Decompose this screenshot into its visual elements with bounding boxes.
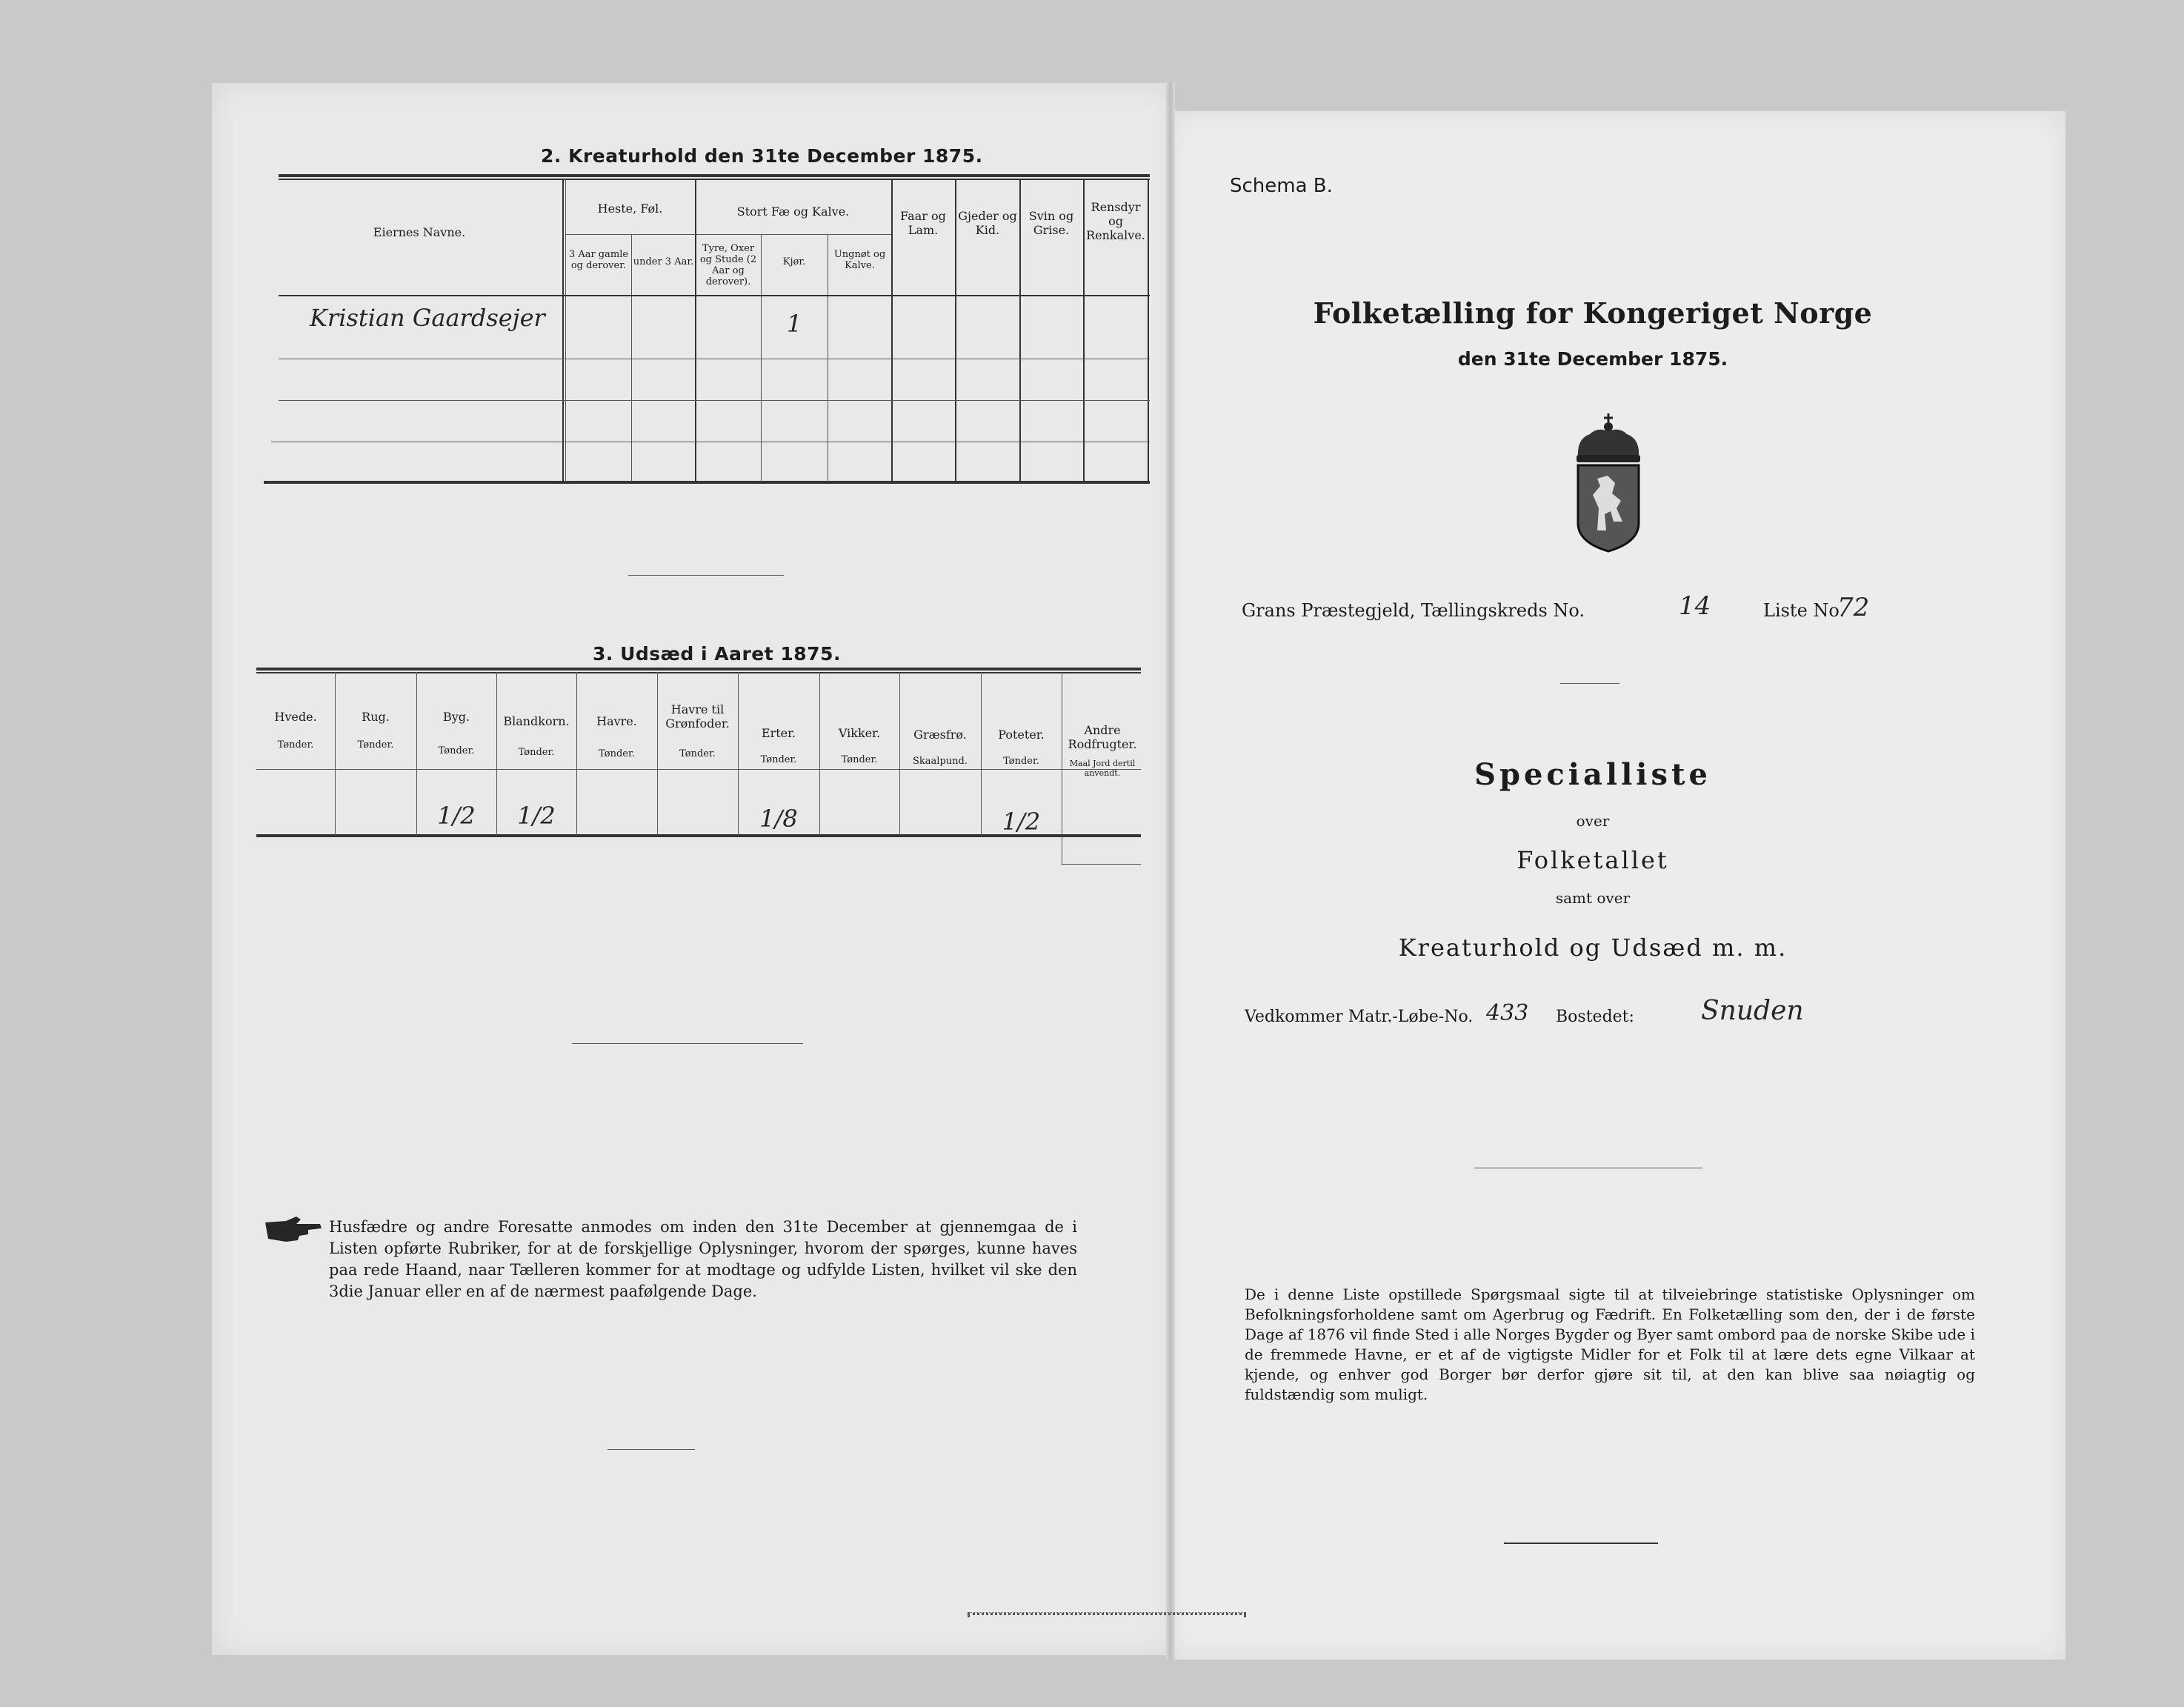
- col-rug: Rug.: [362, 710, 390, 724]
- liste-no-handwritten: 72: [1837, 593, 1870, 622]
- stort-header: Stort Fæ og Kalve.: [736, 204, 850, 219]
- section3-title: 3. Udsæd i Aaret 1875.: [593, 643, 841, 665]
- coat-of-arms-icon: [1568, 412, 1649, 553]
- col-andre-rodfrugter: Andre Rodfrugter.: [1068, 723, 1137, 751]
- section3-top-rule: [256, 668, 1141, 671]
- col-line: [1148, 179, 1149, 482]
- col-byg: Byg.: [442, 710, 470, 724]
- col-erter: Erter.: [761, 726, 796, 740]
- stort-sub2: Kjør.: [782, 256, 806, 267]
- col-line: [891, 179, 893, 482]
- stort-sub1: Tyre, Oxer og Stude (2 Aar og derover).: [699, 243, 757, 287]
- col-line: [899, 672, 900, 836]
- matr-label: Vedkommer Matr.-Løbe-No.: [1245, 1008, 1474, 1026]
- col-line: [955, 179, 956, 482]
- heste-sub2: under 3 Aar.: [633, 256, 694, 267]
- col-line: [562, 179, 564, 482]
- col-line: [335, 672, 336, 836]
- subheader-rule: [565, 234, 891, 235]
- unit-havre-gronfoder: Tønder.: [679, 748, 716, 759]
- unit-erter: Tønder.: [760, 754, 797, 765]
- notice-text: Husfædre og andre Foresatte anmodes om inden den 31te December at gjennemgaa de i Listen opførte Rubriker, for at de forskjellige Oplysninger, hvorom der spørges, kunne haves paa rede Haand, naar Tælleren kommer for at modtage og udfylde Listen, hvilket vil ske den 3die Januar eller en af de nærmest paafølgende Dage.: [329, 1218, 1077, 1300]
- col-hvede: Hvede.: [274, 710, 317, 724]
- kreaturhold-text: Kreaturhold og Udsæd m. m.: [1398, 934, 1788, 962]
- bostedet-label: Bostedet:: [1556, 1008, 1634, 1026]
- document-title: Folketælling for Kongeriget Norge: [1313, 296, 1873, 330]
- schema-label: Schema B.: [1230, 175, 1333, 197]
- bleed-through-left: [222, 474, 326, 993]
- section2-title: 2. Kreaturhold den 31te December 1875.: [541, 145, 983, 167]
- rensdyr-header: Rensdyr og Renkalve.: [1086, 200, 1145, 242]
- col-graesfro: Græsfrø.: [913, 728, 967, 742]
- samt-over-text: samt over: [1555, 889, 1631, 907]
- right-page: [1168, 111, 2065, 1660]
- separator: [628, 575, 784, 576]
- blandkorn-value-handwritten: 1/2: [517, 802, 556, 830]
- section3-top-rule-2: [256, 672, 1141, 673]
- col-blandkorn: Blandkorn.: [503, 714, 570, 728]
- col-havre: Havre.: [596, 714, 637, 728]
- bleed-through-right: [1941, 244, 2045, 467]
- col-havre-gronfoder: Havre til Grønfoder.: [665, 702, 730, 731]
- unit-hvede: Tønder.: [277, 739, 314, 751]
- col-poteter: Poteter.: [998, 728, 1045, 742]
- stort-sub3: Ungnøt og Kalve.: [833, 249, 886, 271]
- owner-header: Eiernes Navne.: [373, 225, 466, 239]
- document-subtitle: den 31te December 1875.: [1457, 348, 1728, 370]
- separator: [1560, 683, 1619, 684]
- separator: [572, 1043, 803, 1044]
- section2-top-rule: [279, 174, 1150, 177]
- poteter-value-handwritten: 1/2: [1002, 808, 1041, 836]
- unit-andre-rodfrugter: Maal Jord dertil anvendt.: [1069, 759, 1136, 778]
- kjor-value-handwritten: 1: [787, 310, 802, 338]
- unit-poteter: Tønder.: [1003, 756, 1039, 767]
- col-vikker: Vikker.: [838, 726, 881, 740]
- matr-no-handwritten: 433: [1486, 1000, 1529, 1026]
- section3-header-rule: [256, 769, 1141, 770]
- unit-havre: Tønder.: [599, 748, 635, 759]
- col-line: [1019, 179, 1021, 482]
- erter-value-handwritten: 1/8: [759, 805, 798, 833]
- page-fold: [1166, 81, 1175, 1660]
- section3-extra-rule: [1062, 864, 1141, 865]
- separator: [607, 1449, 695, 1450]
- header-bottom-rule: [279, 295, 1150, 296]
- section2-bottom-rule: [264, 481, 1150, 484]
- specialliste-heading: Specialliste: [1474, 757, 1711, 792]
- svin-header: Svin og Grise.: [1028, 209, 1074, 237]
- byg-value-handwritten: 1/2: [437, 802, 476, 830]
- gjeder-header: Gjeder og Kid.: [958, 209, 1017, 237]
- over-text: over: [1576, 812, 1610, 830]
- pointing-hand-icon: [264, 1215, 323, 1243]
- owner-name-handwritten: Kristian Gaardsejer: [310, 304, 545, 332]
- unit-byg: Tønder.: [438, 745, 475, 756]
- unit-vikker: Tønder.: [841, 754, 878, 765]
- folketallet-text: Folketallet: [1517, 846, 1669, 874]
- faar-header: Faar og Lam.: [900, 209, 946, 237]
- footer-text: De i denne Liste opstillede Spørgsmaal sigte til at tilveiebringe statistiske Oplysninger om Befolkningsforholdene samt om Agerbrug og Fædrift. En Folketælling som den, der i de første Dage af 1876 vil finde Sted i alle Norges Bygder og Byer samt ombord paa de norske Skibe ude i de fremmede Havne, er et af de vigtigste Midler for et Folk til at lære dets egne Vilkaar at kjende, og enhver god Borger bør derfor gjøre sit til, at den kan blive saa nøiagtig og fuldstændig som muligt.: [1245, 1285, 1975, 1403]
- kreds-no-handwritten: 14: [1679, 591, 1711, 621]
- bottom-dotted-line: [968, 1612, 1246, 1615]
- row-rule: [279, 400, 1150, 401]
- liste-label: Liste No.: [1763, 600, 1845, 621]
- col-line: [695, 179, 696, 482]
- bostedet-handwritten: Snuden: [1701, 996, 1804, 1026]
- heste-sub1: 3 Aar gamle og derover.: [568, 249, 629, 271]
- unit-blandkorn: Tønder.: [518, 747, 555, 758]
- separator: [1504, 1543, 1658, 1544]
- col-line: [1083, 179, 1085, 482]
- unit-graesfro: Skaalpund.: [913, 756, 968, 767]
- unit-rug: Tønder.: [357, 739, 394, 751]
- heste-header: Heste, Føl.: [597, 202, 663, 216]
- col-line: [565, 179, 566, 482]
- prestegjeld-label: Grans Præstegjeld, Tællingskreds No.: [1242, 600, 1585, 621]
